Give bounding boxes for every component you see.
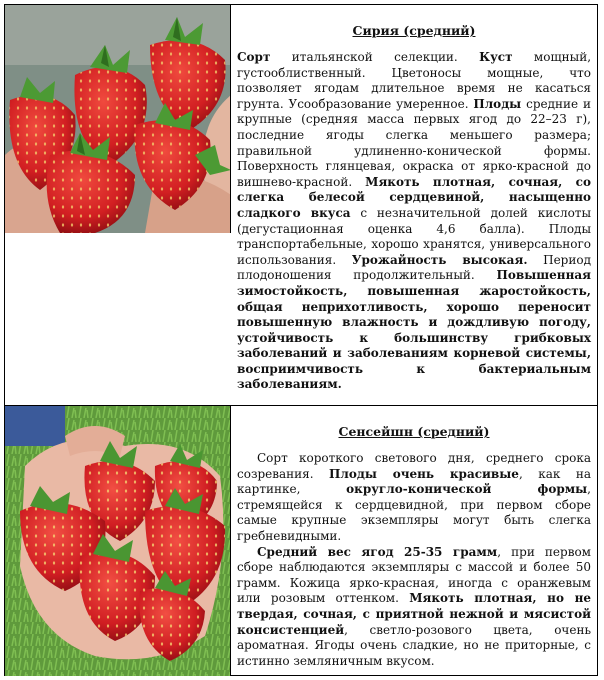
text-segment: , как на картинке, (237, 466, 591, 497)
text-segment: , светло-розового цвета, очень ароматная. Ягоды очень сладкие, но не приторные, с истинно земляничным вкусом. (237, 622, 591, 668)
variety-row-sensation (5, 405, 597, 676)
text-segment: итальянской селекции. (270, 50, 480, 64)
photo-cell-sensation (5, 406, 231, 676)
strawberries-on-palm-photo (5, 406, 231, 676)
text-cell-siria (235, 5, 591, 405)
bold-text-segment: Мякоть плотная, сочная, со слегка белесой сердцевиной, насыщенно сладкого вкуса (237, 174, 591, 220)
text-segment: Период плодоношения продолжительный. (237, 252, 591, 283)
variety-row-siria (5, 5, 597, 405)
bold-text-segment: округло-конической формы (346, 482, 588, 497)
text-segment: средние и крупные (средняя масса первых ягод до 22–23 г), последние ягоды слегка меньшего размера; правильной удлиненно-конической формы. Поверхность глянцевая, окраска от ярко-красной до вишнево-красной. (237, 96, 591, 189)
bold-text-segment: Сорт (237, 50, 271, 64)
photo-cell-siria (5, 5, 231, 233)
description-sensation-p2 (237, 545, 591, 670)
bold-text-segment: Мякоть плотная, но не твердая, сочная, с приятной нежной и мясистой консистенцией (237, 591, 591, 637)
bold-text-segment: Куст (479, 50, 513, 64)
text-segment: , стремящейся к сердцевидной, при первом сборе самые крупные экземпляры могут быть слегка гребневидными. (237, 482, 591, 543)
text-cell-sensation (235, 406, 591, 676)
bold-text-segment: Урожайность высокая. (351, 252, 528, 267)
variety-table (4, 4, 598, 676)
variety-title-sensation: Сенсейшн (средний) (338, 424, 490, 439)
text-segment: Сорт короткого светового дня, среднего срока созревания. (237, 451, 591, 481)
bold-text-segment: Плоды (473, 96, 522, 111)
variety-title-siria: Сирия (средний) (352, 23, 476, 38)
description-siria (237, 50, 591, 393)
bold-text-segment: Повышенная зимостойкость, повышенная жаростойкость, общая неприхотливость, хорошо переносит повышенную влажность и дождливую погоду, устойчивость к большинству грибковых заболеваний и заболеваниям корневой системы, восприимчивость к бактериальным заболеваниям. (237, 268, 591, 392)
bold-text-segment: Плоды очень красивые (329, 466, 519, 481)
bold-text-segment: Средний вес ягод 25-35 грамм (257, 544, 498, 559)
text-segment: , при первом сборе наблюдаются экземпляры с массой и более 50 грамм. Кожица ярко-красная, иногда с оранжевым или розовым оттенком. (237, 544, 592, 606)
description-sensation-p1 (237, 451, 591, 545)
text-segment: мощный, густооблиственный. Цветоносы мощные, что позволяет ягодам длительное время не касаться грунта. Усообразование умеренное. (237, 50, 592, 111)
strawberries-in-hands-photo (5, 5, 231, 233)
text-segment: с незначительной долей кислоты (дегустационная оценка 4,6 балла). Плоды транспортабельные, хорошо хранятся, универсального использования. (237, 205, 591, 267)
